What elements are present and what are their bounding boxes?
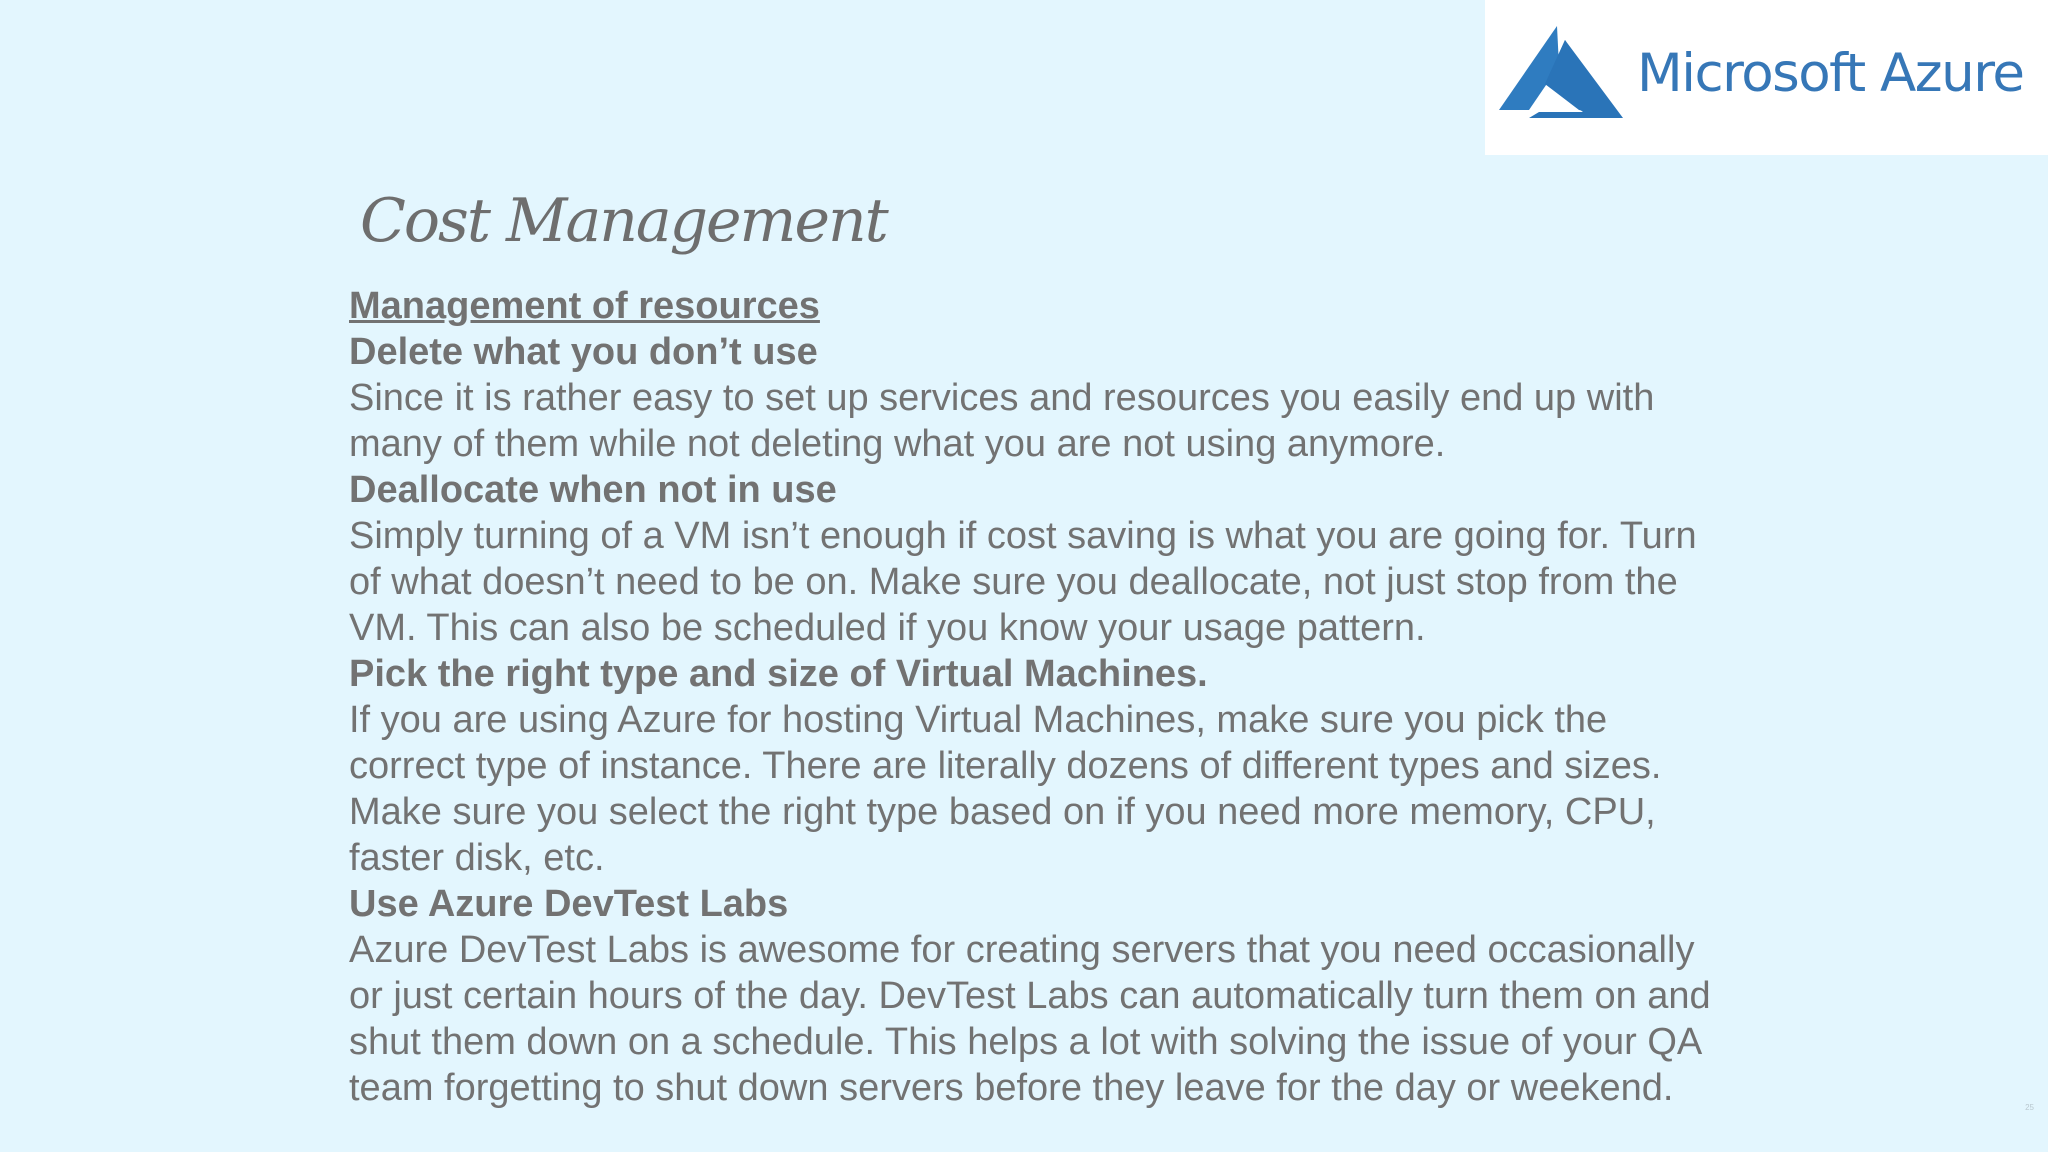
body-line: VM. This can also be scheduled if you know your usage pattern. — [349, 607, 1426, 649]
subheading: Management of resources — [349, 285, 820, 327]
logo-text: Microsoft Azure — [1637, 43, 2024, 104]
body-line: team forgetting to shut down servers before they leave for the day or weekend. — [349, 1067, 1674, 1109]
body-line: shut them down on a schedule. This helps a lot with solving the issue of your QA — [349, 1021, 1703, 1063]
body-line: faster disk, etc. — [349, 837, 605, 879]
body-line: Since it is rather easy to set up services and resources you easily end up with — [349, 377, 1655, 419]
microsoft-azure-logo — [1485, 0, 2048, 155]
section-heading: Pick the right type and size of Virtual Machines. — [349, 653, 1208, 695]
section-heading: Use Azure DevTest Labs — [349, 883, 789, 925]
section-heading: Delete what you don’t use — [349, 331, 818, 373]
body-line: or just certain hours of the day. DevTest Labs can automatically turn them on and — [349, 975, 1711, 1017]
body-line: Make sure you select the right type based on if you need more memory, CPU, — [349, 791, 1656, 833]
body-line: correct type of instance. There are literally dozens of different types and sizes. — [349, 745, 1662, 787]
body-line: of what doesn’t need to be on. Make sure you deallocate, not just stop from the — [349, 561, 1678, 603]
page-title: Cost Management — [360, 186, 887, 256]
body-line: Azure DevTest Labs is awesome for creating servers that you need occasionally — [349, 929, 1695, 971]
body-line: If you are using Azure for hosting Virtual Machines, make sure you pick the — [349, 699, 1608, 741]
body-line: Simply turning of a VM isn’t enough if cost saving is what you are going for. Turn — [349, 515, 1697, 557]
slide-body — [349, 283, 1769, 1111]
azure-logo-icon — [1499, 26, 1623, 120]
section-heading: Deallocate when not in use — [349, 469, 837, 511]
page-number: 25 — [2025, 1103, 2034, 1112]
body-line: many of them while not deleting what you are not using anymore. — [349, 423, 1446, 465]
